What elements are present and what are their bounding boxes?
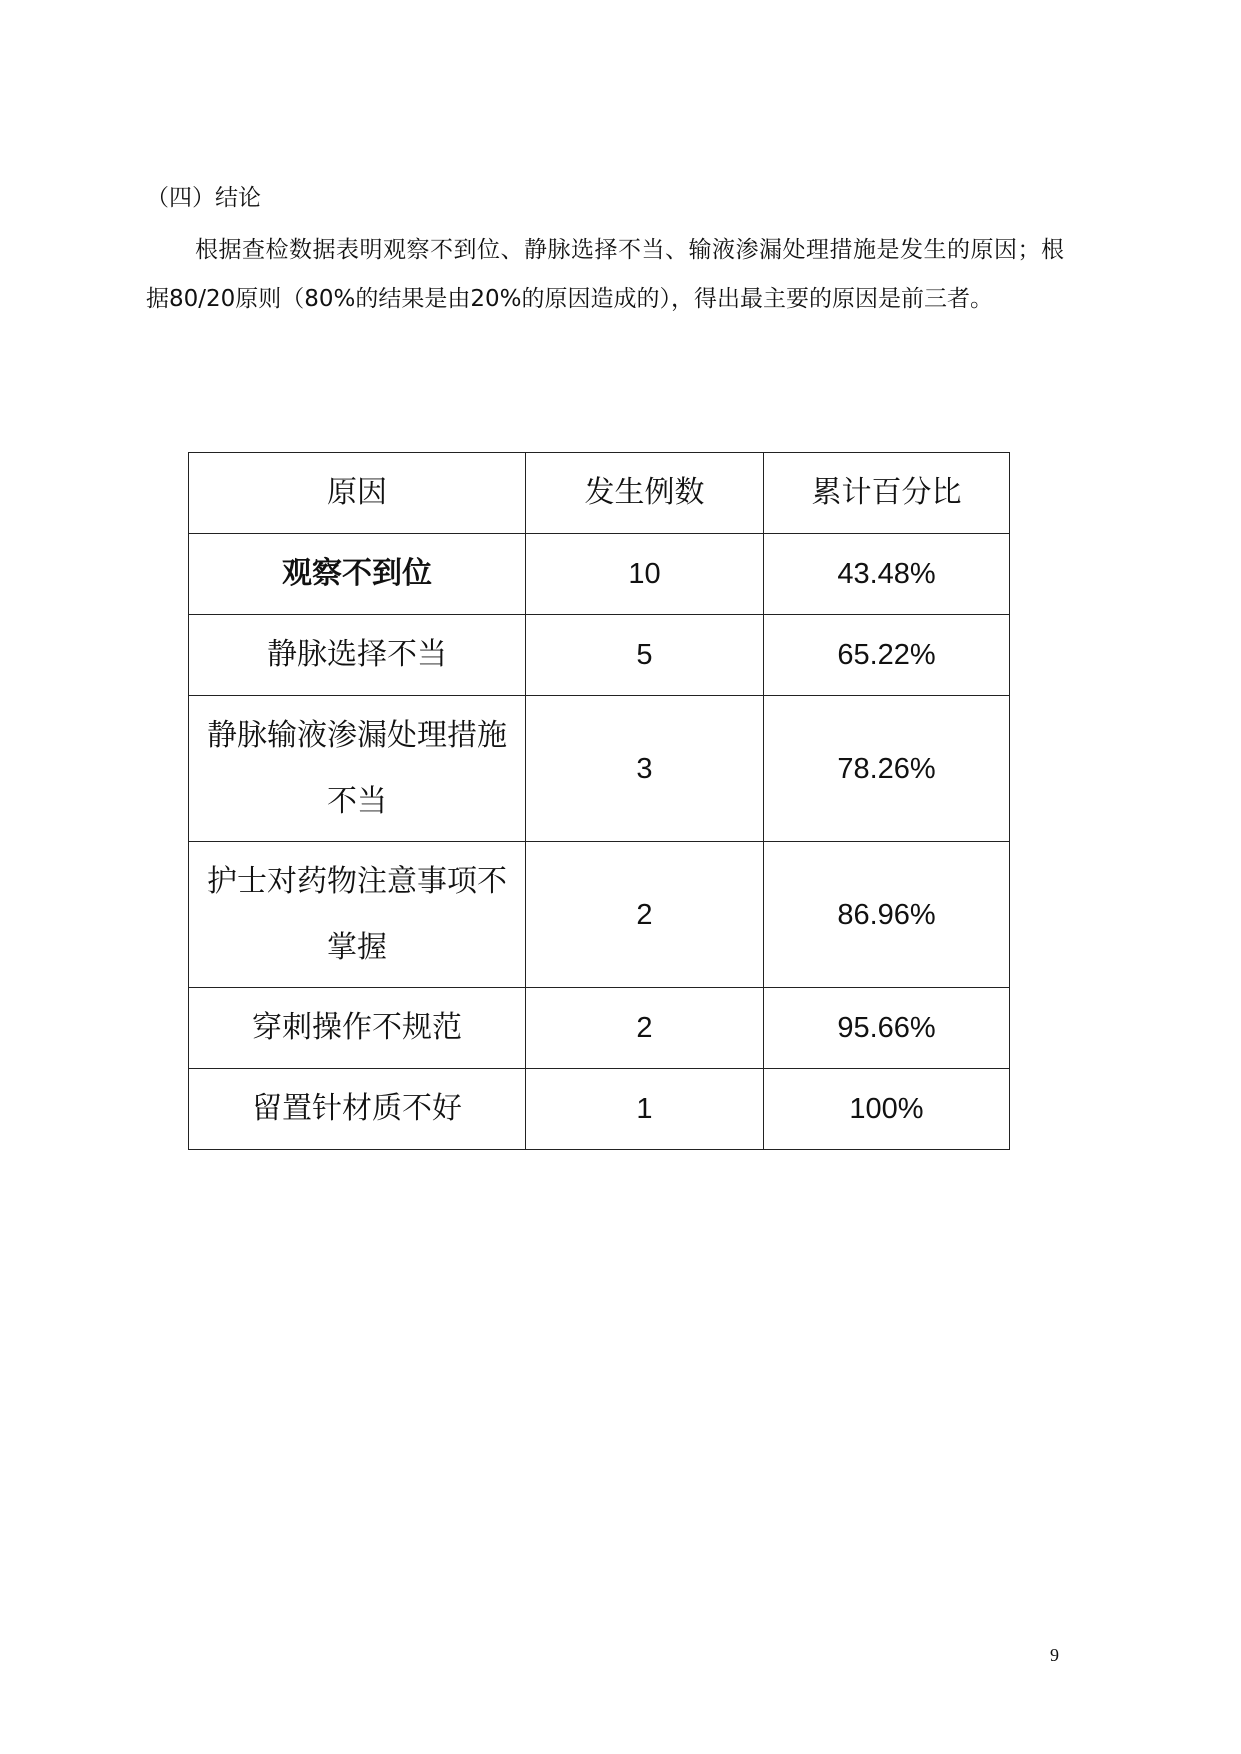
count-cell: 3 [526, 696, 764, 842]
table-header-row [189, 453, 1010, 534]
table-row [189, 842, 1010, 988]
cause-cell: 观察不到位 [189, 534, 526, 615]
cause-cell: 静脉选择不当 [189, 615, 526, 696]
cumulative-cell: 78.26% [764, 696, 1010, 842]
section-heading: （四）结论 [146, 185, 261, 211]
table-row [189, 615, 1010, 696]
header-count: 发生例数 [526, 453, 764, 534]
cause-cell: 留置针材质不好 [189, 1069, 526, 1150]
page-number: 9 [1050, 1645, 1059, 1665]
cumulative-cell: 100% [764, 1069, 1010, 1150]
count-cell: 2 [526, 842, 764, 988]
cause-cell: 护士对药物注意事项不掌握 [189, 842, 526, 988]
header-cause: 原因 [189, 453, 526, 534]
cumulative-cell: 65.22% [764, 615, 1010, 696]
conclusion-paragraph: 根据查检数据表明观察不到位、静脉选择不当、输液渗漏处理措施是发生的原因；根据80/20原则（80%的结果是由20%的原因造成的），得出最主要的原因是前三者。 [146, 237, 1064, 312]
count-cell: 1 [526, 1069, 764, 1150]
cause-cell: 穿刺操作不规范 [189, 988, 526, 1069]
count-cell: 2 [526, 988, 764, 1069]
cumulative-cell: 86.96% [764, 842, 1010, 988]
table-row [189, 696, 1010, 842]
cause-cell: 静脉输液渗漏处理措施不当 [189, 696, 526, 842]
table-row [189, 1069, 1010, 1150]
count-cell: 5 [526, 615, 764, 696]
cumulative-cell: 95.66% [764, 988, 1010, 1069]
table-row [189, 988, 1010, 1069]
count-cell: 10 [526, 534, 764, 615]
table-row [189, 534, 1010, 615]
header-cumulative-percent: 累计百分比 [764, 453, 1010, 534]
cause-analysis-table [188, 452, 1010, 1150]
cumulative-cell: 43.48% [764, 534, 1010, 615]
